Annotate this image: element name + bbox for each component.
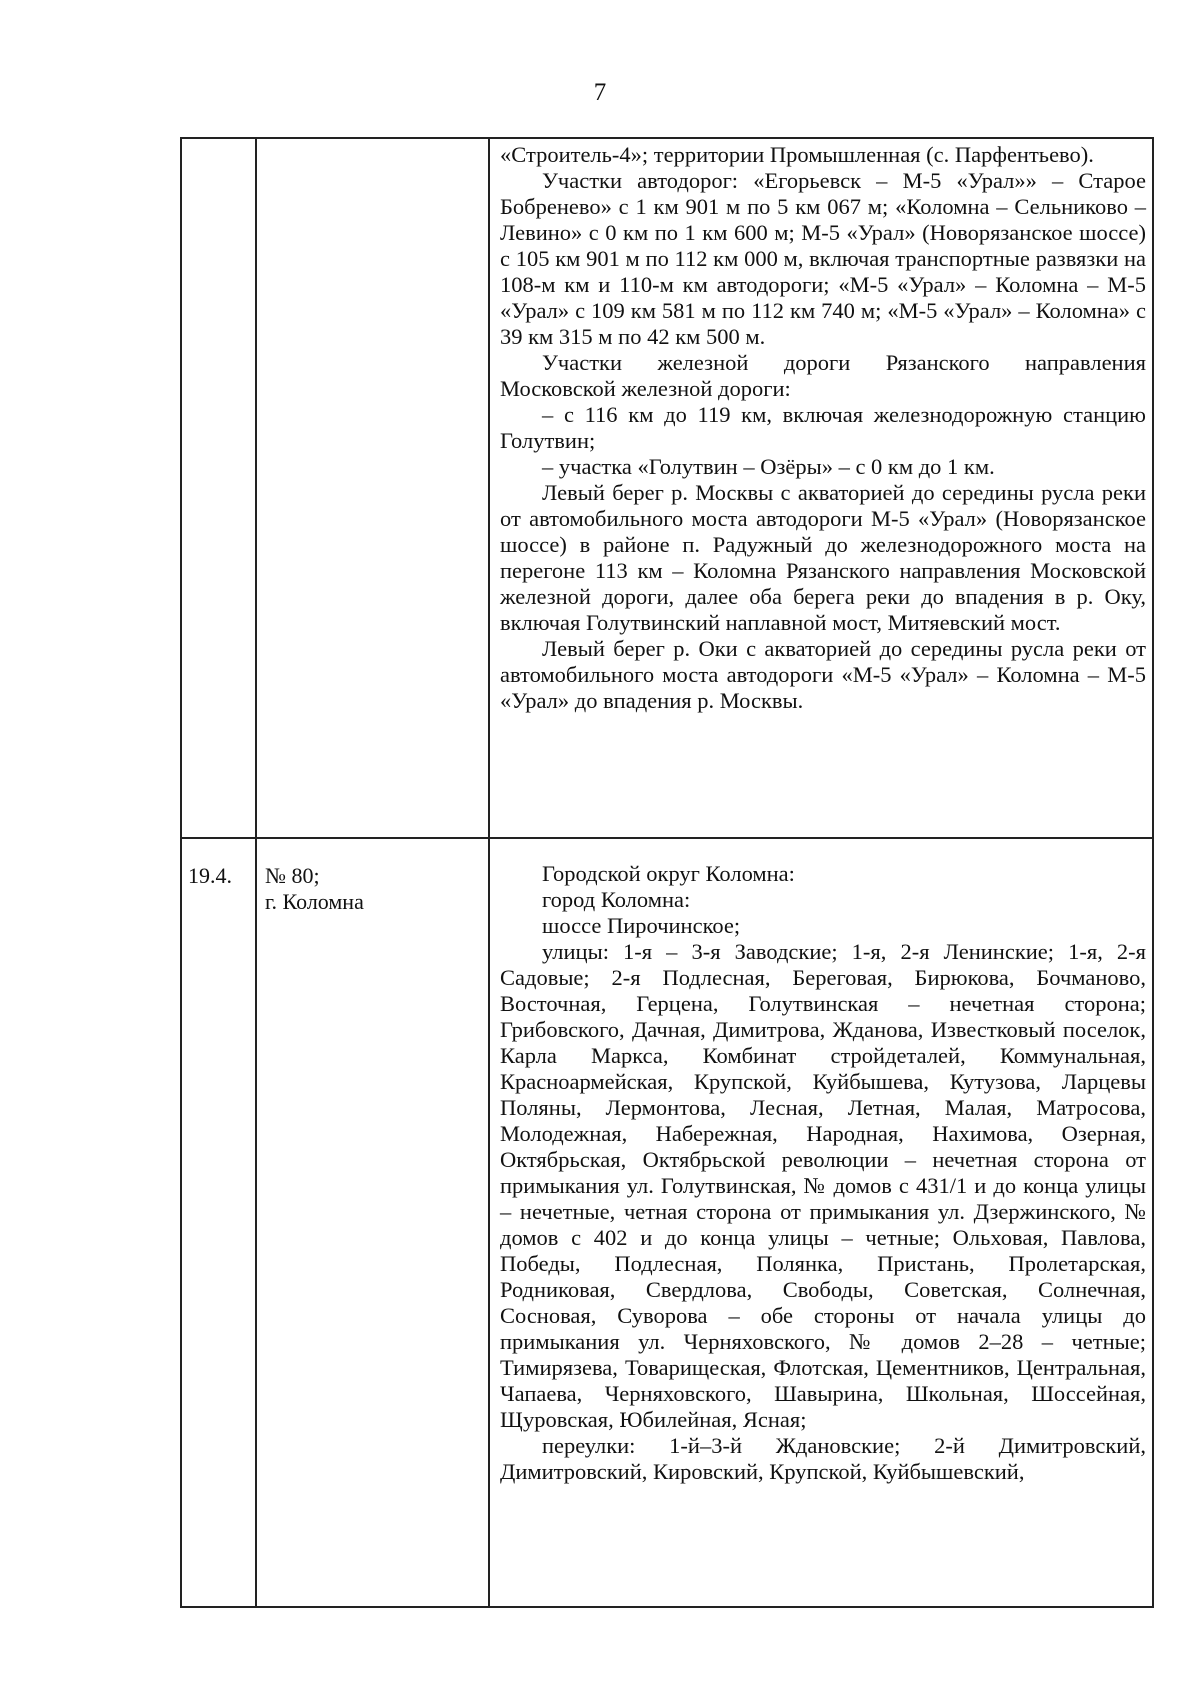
district-cell [256,838,489,1607]
row-number-cell [181,138,256,838]
districts-table [180,137,1154,1608]
district-name [257,139,488,163]
table-row [181,838,1153,1607]
description-paragraph: – участка «Голутвин – Озёры» – с 0 км до 1 км. [542,454,995,479]
description-cell [489,138,1153,838]
district-cell [256,138,489,838]
description-paragraph: переулки: 1-й–3-й Ждановские; 2-й Димитровский, Димитровский, Кировский, Крупской, Куйбышевский, [500,1433,1146,1484]
description-paragraph: улицы: 1-я – 3-я Заводские; 1-я, 2-я Ленинские; 1-я, 2-я Садовые; 2-я Подлесная, Береговая, Бирюкова, Бочманово, Восточная, Герцена, Голутвинская – нечетная сторона; Грибовского, Дачная, Димитрова, Жданова, Известковый поселок, Карла Маркса, Комбинат стройдеталей, Коммунальная, Красноармейская, Крупской, Куйбышева, Кутузова, Ларцевы Поляны, Лермонтова, Лесная, Летная, Малая, Матросова, Молодежная, Набережная, Народная, Нахимова, Озерная, Октябрьская, Октябрьской революции – нечетная сторона от примыкания ул. Голутвинская, № домов с 431/1 и до конца улицы – нечетные, четная сторона от примыкания ул. Дзержинского, № домов с 402 и до конца улицы – четные; Ольховая, Павлова, Победы, Подлесная, Полянка, Пристань, Пролетарская, Родниковая, Свердлова, Свободы, Советская, Солнечная, Сосновая, Суворова – обе стороны от начала улицы до примыкания ул. Черняховского, № домов 2–28 – четные; Тимирязева, Товарищеская, Флотская, Цементников, Центральная, Чапаева, Черняховского, Шавырина, Школьная, Шоссейная, Щуровская, Юбилейная, Ясная; [500,939,1146,1432]
table-row [181,138,1153,838]
description-paragraph: Городской округ Коломна: [542,861,795,886]
description-paragraph: «Строитель-4»; территории Промышленная (с. Парфентьево). [500,142,1094,167]
description-paragraph: Левый берег р. Москвы с акваторией до середины русла реки от автомобильного моста автодороги М-5 «Урал» (Новорязанское шоссе) в районе п. Радужный до железнодорожного моста на перегоне 113 км – Коломна Рязанского направления Московской железной дороги, далее оба берега реки до впадения в р. Оку, включая Голутвинский наплавной мост, Митяевский мост. [500,480,1146,635]
description-paragraph: Левый берег р. Оки с акваторией до середины русла реки от автомобильного моста автодороги «М-5 «Урал» – Коломна – М-5 «Урал» до впадения р. Москвы. [500,636,1146,713]
description-paragraph: шоссе Пирочинское; [542,913,741,938]
description-paragraph: город Коломна: [542,887,691,912]
description-paragraph: Участки автодорог: «Егорьевск – М-5 «Урал»» – Старое Бобренево» с 1 км 901 м по 5 км 067 м; «Коломна – Сельниково – Левино» с 0 км по 1 км 600 м; М-5 «Урал» (Новорязанское шоссе) с 105 км 901 м по 112 км 000 м, включая транспортные развязки на 108-м км и 110-м км автодороги; «М-5 «Урал» – Коломна – М-5 «Урал» с 109 км 581 м по 112 км 740 м; «М-5 «Урал» – Коломна» с 39 км 315 м по 42 км 500 м. [500,168,1146,349]
description-paragraph: – с 116 км до 119 км, включая железнодорожную станцию Голутвин; [500,402,1146,453]
page-number: 7 [593,79,607,106]
district-number: № 80; [265,863,320,888]
description-cell [489,838,1153,1607]
district-name [257,839,488,915]
row-number-cell [181,838,256,1607]
description-paragraph: Участки железной дороги Рязанского направления Московской железной дороги: [500,350,1146,401]
district-city: г. Коломна [265,889,364,914]
row-number: 19.4. [188,863,232,888]
row-number [182,139,255,163]
